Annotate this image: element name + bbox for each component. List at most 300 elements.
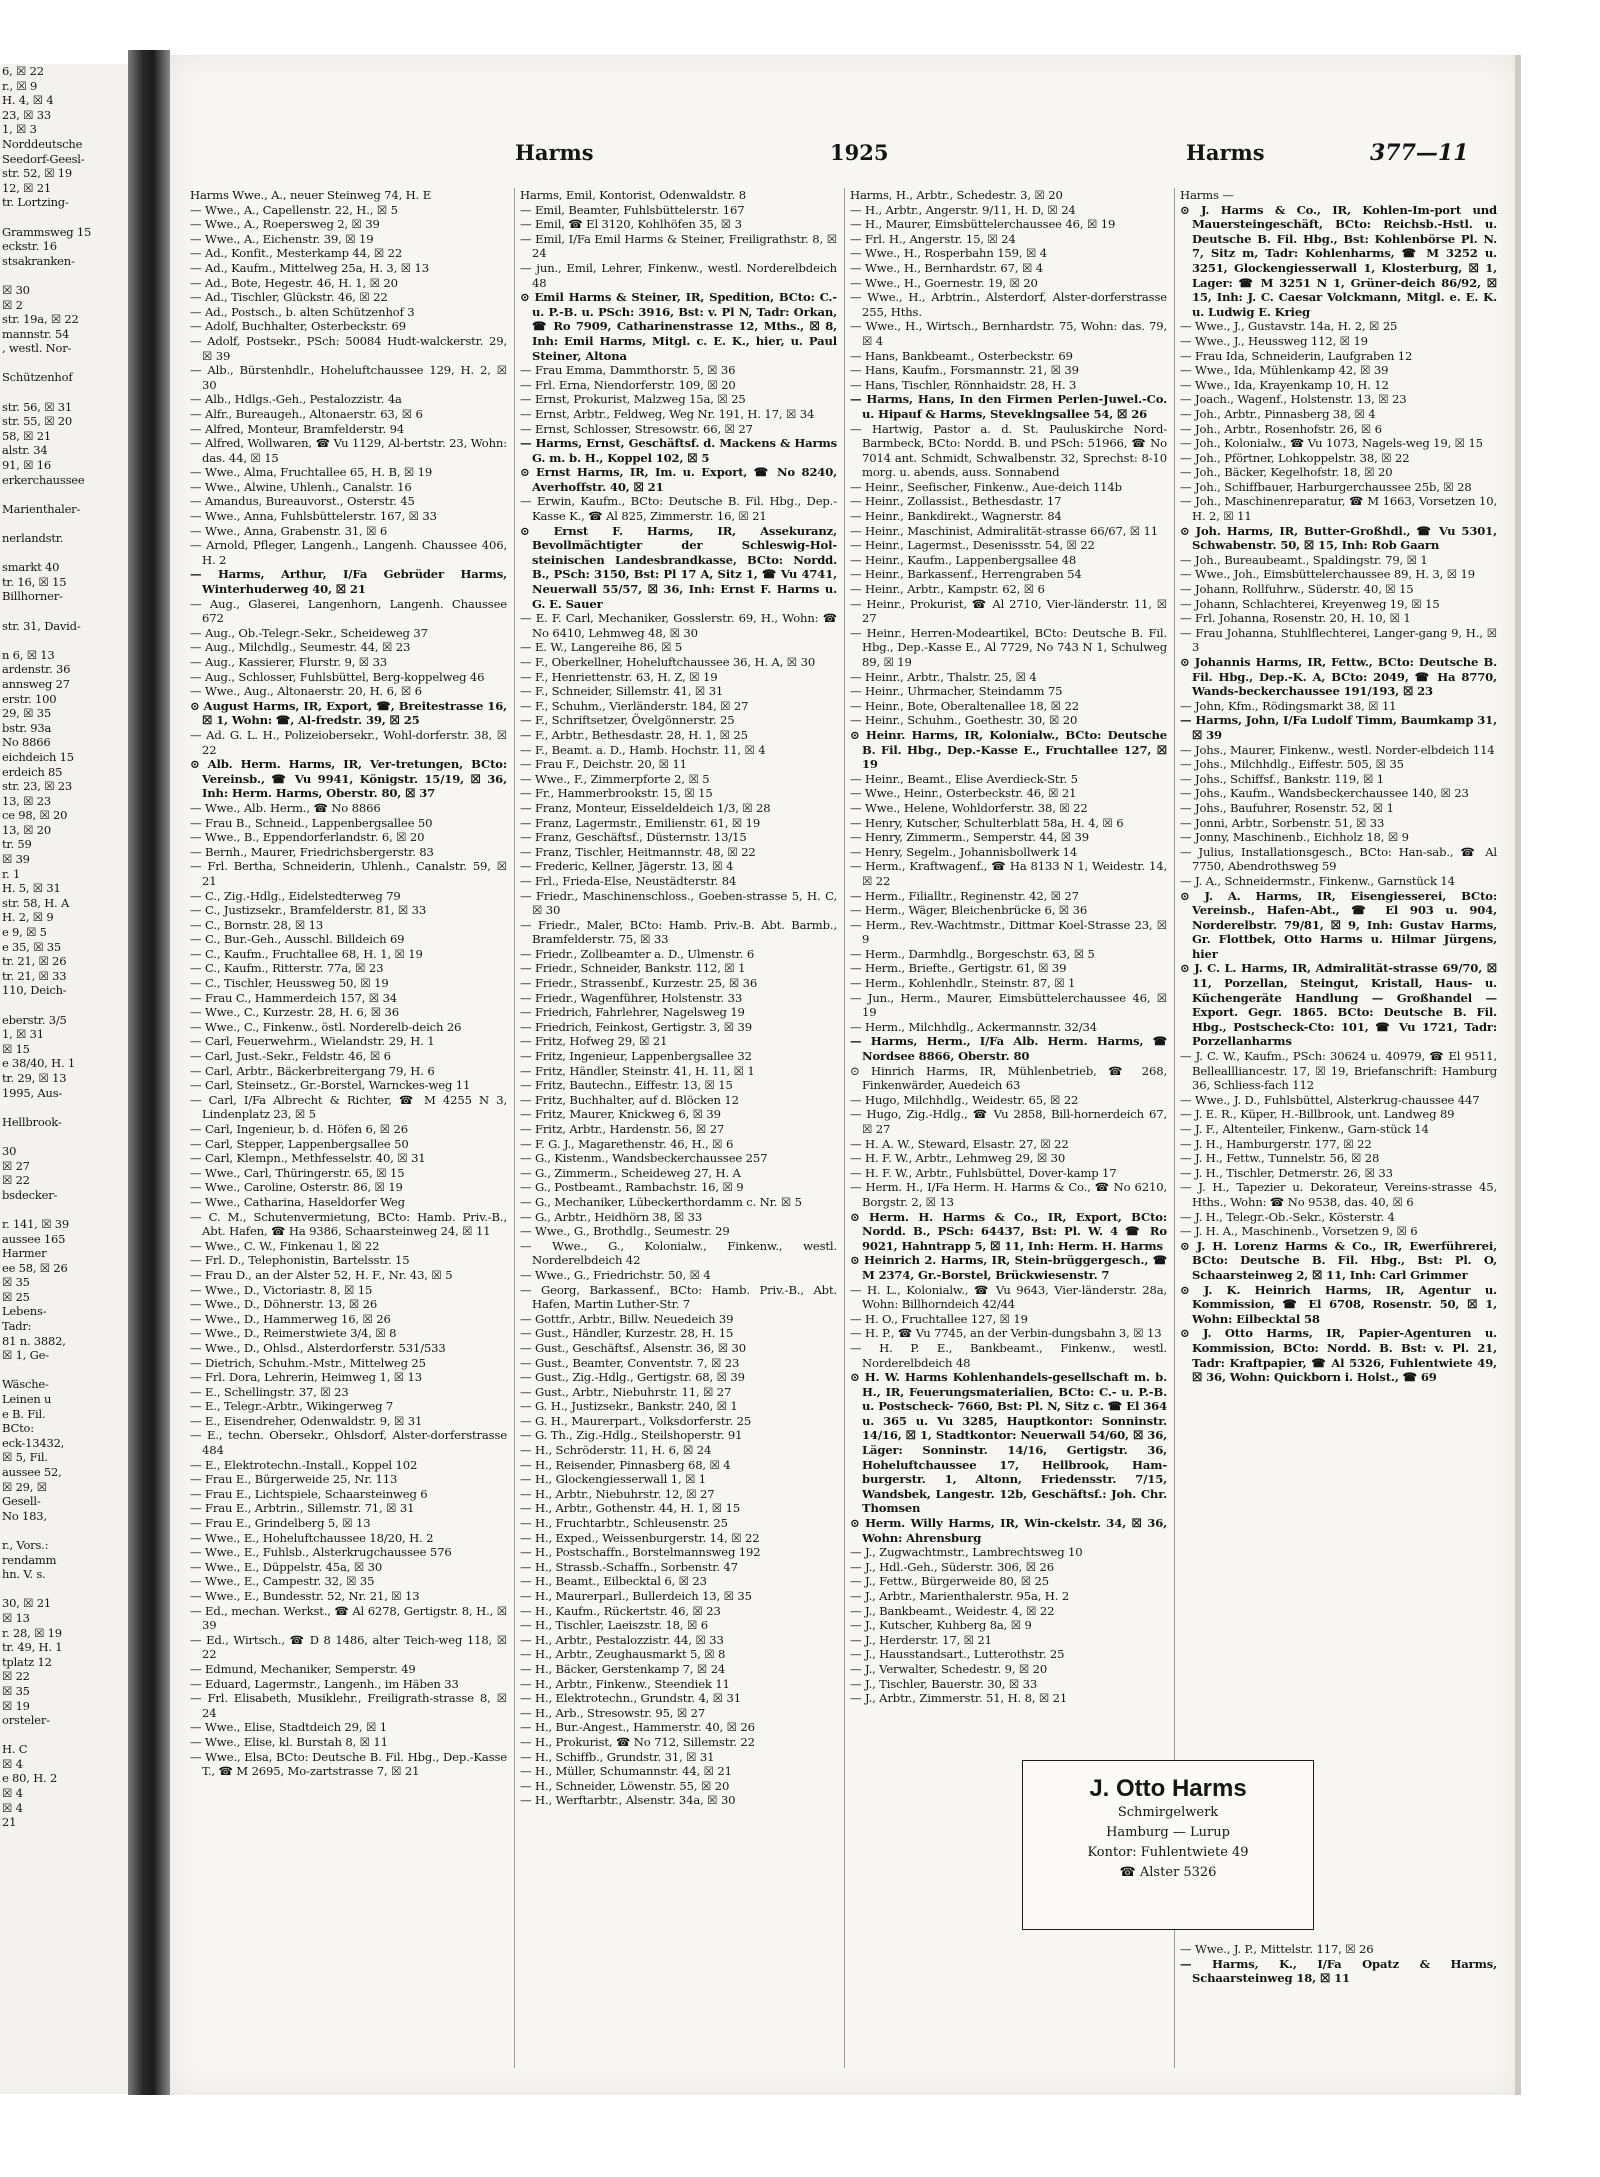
directory-entry: — Ad., Konfit., Mesterkamp 44, ☒ 22 bbox=[190, 246, 403, 261]
fragment-line: Harmer bbox=[2, 1246, 47, 1261]
directory-entry: — G., Mechaniker, Lübeckerthordamm c. Nr. ☒ 5 bbox=[520, 1194, 802, 1209]
directory-entry: — G., Kistenm., Wandsbeckerchaussee 257 bbox=[520, 1151, 768, 1166]
fragment-line: smarkt 40 bbox=[2, 560, 60, 575]
directory-entry: — Herm. H., I/Fa Herm. H. Harms & Co., ☎ No 6210, Borgstr. 2, ☒ 13 bbox=[850, 1180, 1167, 1209]
directory-entry: — Alb., Hdlgs.-Geh., Pestalozzistr. 4a bbox=[190, 392, 402, 407]
directory-entry: — Heinr., Schuhm., Goethestr. 30, ☒ 20 bbox=[850, 713, 1078, 728]
directory-entry: — Fritz, Ingenieur, Lappenbergsallee 32 bbox=[520, 1049, 752, 1064]
directory-entry: — Wwe., D., Victoriastr. 8, ☒ 15 bbox=[190, 1282, 373, 1297]
directory-entry: — Johs., Schiffsf., Bankstr. 119, ☒ 1 bbox=[1180, 771, 1385, 786]
directory-entry: — Wwe., E., Düppelstr. 45a, ☒ 30 bbox=[190, 1559, 383, 1574]
fragment-line: Schützenhof bbox=[2, 370, 73, 385]
directory-entry: — Heinr., Arbtr., Kampstr. 62, ☒ 6 bbox=[850, 582, 1045, 597]
directory-entry: — J., Arbtr., Marienthalerstr. 95a, H. 2 bbox=[850, 1589, 1070, 1603]
fragment-line: r., ☒ 9 bbox=[2, 78, 38, 93]
directory-entry: — Wwe., B., Eppendorferlandstr. 6, ☒ 20 bbox=[190, 830, 425, 845]
directory-entry: — J. H., Telegr.-Ob.-Sekr., Kösterstr. 4 bbox=[1180, 1209, 1395, 1224]
directory-entry: — Frl. Bertha, Schneiderin, Uhlenh., Canalstr. 59, ☒ 21 bbox=[190, 859, 507, 888]
fragment-line: ☒ 1, Ge- bbox=[2, 1348, 49, 1363]
directory-entry: — Carl, Steinsetz., Gr.-Borstel, Warnckes-weg 11 bbox=[190, 1078, 471, 1093]
fragment-line: H. C bbox=[2, 1742, 28, 1757]
fragment-line: aussee 165 bbox=[2, 1231, 66, 1246]
directory-entry: — Wwe., Elise, Stadtdeich 29, ☒ 1 bbox=[190, 1720, 387, 1735]
directory-entry: — H., Maurer, Eimsbüttelerchaussee 46, ☒ 19 bbox=[850, 217, 1116, 232]
directory-entry: — Alfred, Monteur, Bramfelderstr. 94 bbox=[190, 421, 405, 436]
directory-entry: — Herm., Kohlenhdlr., Steinstr. 87, ☒ 1 bbox=[850, 976, 1076, 991]
fragment-line bbox=[0, 516, 128, 531]
directory-entry: — Frau D., an der Alster 52, H. F., Nr. 43, ☒ 5 bbox=[190, 1267, 453, 1282]
directory-entry: — H., Arbtr., Niebuhrstr. 12, ☒ 27 bbox=[520, 1486, 715, 1501]
directory-entry: ⊙ J. A. Harms, IR, Eisengiesserei, BCto: Vereinsb., Hafen-Abt., ☎ El 903 u. 904, Norderelbstr. 79/81, ☒ 9, Inh: Gustav Harms, Gr. Flottbek, Otto Harms u. Hilmar Jürgens, hier bbox=[1180, 888, 1497, 961]
fragment-line: 30, ☒ 21 bbox=[2, 1596, 51, 1611]
directory-entry: — Friedr., Zollbeamter a. D., Ulmenstr. 6 bbox=[520, 946, 755, 961]
fragment-line: Seedorf-Geesl- bbox=[2, 151, 85, 166]
directory-entry: — J., Hausstandsart., Lutterothstr. 25 bbox=[850, 1647, 1065, 1662]
fragment-line: Norddeutsche bbox=[2, 136, 83, 151]
fragment-line: 1, ☒ 31 bbox=[2, 1027, 44, 1042]
directory-entry: — H. F. W., Arbtr., Lehmweg 29, ☒ 30 bbox=[850, 1151, 1066, 1166]
directory-entry: — Wwe., G., Kolonialw., Finkenw., westl. Norderelbdeich 42 bbox=[520, 1238, 837, 1268]
fragment-line bbox=[0, 268, 128, 283]
directory-entry: — Dietrich, Schuhm.-Mstr., Mittelweg 25 bbox=[190, 1355, 426, 1370]
directory-entry: — Ad., Kaufm., Mittelweg 25a, H. 3, ☒ 13 bbox=[190, 260, 429, 275]
directory-entry: — Friedr., Wagenführer, Holstenstr. 33 bbox=[520, 990, 743, 1005]
directory-entry: — Joh., Arbtr., Pinnasberg 38, ☒ 4 bbox=[1180, 406, 1376, 421]
fragment-line: 23, ☒ 33 bbox=[2, 107, 51, 122]
fragment-line: 6, ☒ 22 bbox=[2, 64, 44, 78]
fragment-line: 12, ☒ 21 bbox=[2, 180, 51, 195]
fragment-line: eckstr. 16 bbox=[2, 239, 57, 254]
directory-entry: — Herm., Rev.-Wachtmstr., Dittmar Koel-Strasse 23, ☒ 9 bbox=[850, 917, 1167, 947]
directory-entry: — G. H., Justizsekr., Bankstr. 240, ☒ 1 bbox=[520, 1399, 738, 1414]
directory-entry: — J. C. W., Kaufm., PSch: 30624 u. 40979, ☎ El 9511, Belleallliancestr. 17, ☒ 19, Briefanschrift: Hamburg 36, Schliess-fach 112 bbox=[1180, 1049, 1497, 1093]
directory-entry: ⊙ August Harms, IR, Export, ☎, Breitestrasse 16, ☒ 1, Wohn: ☎, Al-fredstr. 39, ☒ 25 bbox=[190, 698, 507, 728]
directory-entry: — C., Kaufm., Ritterstr. 77a, ☒ 23 bbox=[190, 961, 384, 976]
fragment-line: tr. Lortzing- bbox=[2, 195, 69, 210]
directory-entry: — Henry, Segelm., Johannisbollwerk 14 bbox=[850, 844, 1078, 859]
directory-entry: — J., Verwalter, Schedestr. 9, ☒ 20 bbox=[850, 1661, 1048, 1676]
directory-entry: — F., Oberkellner, Hoheluftchaussee 36, H. A, ☒ 30 bbox=[520, 655, 816, 669]
directory-entry: — H., Werftarbtr., Alsenstr. 34a, ☒ 30 bbox=[520, 1793, 736, 1808]
directory-entry: — Friedr., Schneider, Bankstr. 112, ☒ 1 bbox=[520, 961, 746, 976]
directory-entry: — H., Beamt., Eilbecktal 6, ☒ 23 bbox=[520, 1574, 707, 1589]
directory-entry: — J., Zugwachtmstr., Lambrechtsweg 10 bbox=[850, 1545, 1083, 1560]
ad-line: Kontor: Fuhlentwiete 49 bbox=[1087, 1845, 1249, 1860]
directory-entry: — Emil, I/Fa Emil Harms & Steiner, Freiligrathstr. 8, ☒ 24 bbox=[520, 231, 837, 261]
directory-entry: — Gottfr., Arbtr., Billw. Neuedeich 39 bbox=[520, 1311, 734, 1326]
directory-entry: — Alfr., Bureaugeh., Altonaerstr. 63, ☒ 6 bbox=[190, 406, 423, 421]
fragment-line: 58, ☒ 21 bbox=[2, 428, 51, 443]
fragment-line: annsweg 27 bbox=[2, 676, 70, 691]
directory-entry: — jun., Emil, Lehrer, Finkenw., westl. Norderelbdeich 48 bbox=[520, 260, 837, 290]
directory-entry: — Jonny, Maschinenb., Eichholz 18, ☒ 9 bbox=[1180, 830, 1409, 845]
directory-entry: — Harms, Ernst, Geschäftsf. d. Mackens & Harms G. m. b. H., Koppel 102, ☒ 5 bbox=[520, 436, 837, 465]
directory-entry: — C., Bornstr. 28, ☒ 13 bbox=[190, 917, 324, 932]
directory-entry: — Wwe., Ida, Krayenkamp 10, H. 12 bbox=[1180, 377, 1389, 392]
fragment-line: H. 2, ☒ 9 bbox=[2, 910, 54, 925]
directory-entry: — H., Arbtr., Finkenw., Steendiek 11 bbox=[520, 1676, 730, 1691]
directory-entry: — Herm., Filialltr., Reginenstr. 42, ☒ 27 bbox=[850, 888, 1079, 903]
directory-entry: ⊙ Herm. Willy Harms, IR, Win-ckelstr. 34, ☒ 36, Wohn: Ahrensburg bbox=[850, 1516, 1167, 1545]
fragment-line bbox=[0, 604, 128, 619]
directory-entry: — Joh., Kolonialw., ☎ Vu 1073, Nagels-weg 19, ☒ 15 bbox=[1180, 436, 1483, 451]
directory-entry: — Carl, Just.-Sekr., Feldstr. 46, ☒ 6 bbox=[190, 1049, 391, 1064]
fragment-line: nerlandstr. bbox=[2, 531, 64, 545]
directory-entry: — Frau C., Hammerdeich 157, ☒ 34 bbox=[190, 990, 398, 1005]
fragment-line: 13, ☒ 23 bbox=[2, 793, 51, 808]
directory-entry: — C., Bur.-Geh., Ausschl. Billdeich 69 bbox=[190, 932, 405, 947]
fragment-line bbox=[0, 1728, 128, 1743]
directory-entry: — H. L., Kolonialw., ☎ Vu 9643, Vier-länderstr. 28a, Wohn: Billhorndeich 42/44 bbox=[850, 1282, 1167, 1312]
fragment-line: ee 58, ☒ 26 bbox=[2, 1260, 68, 1275]
directory-entry: — Wwe., C. W., Finkenau 1, ☒ 22 bbox=[190, 1238, 380, 1253]
directory-entry: — Harms, Herm., I/Fa Alb. Herm. Harms, ☎ Nordsee 8866, Oberstr. 80 bbox=[850, 1034, 1167, 1064]
directory-entry: — H., Postschaffn., Borstelmannsweg 192 bbox=[520, 1545, 761, 1560]
directory-entry: — Heinr., Barkassenf., Herrengraben 54 bbox=[850, 567, 1082, 582]
fragment-line: ☒ 35 bbox=[2, 1683, 30, 1698]
directory-entry: — J., Bankbeamt., Weidestr. 4, ☒ 22 bbox=[850, 1603, 1055, 1618]
directory-entry: — H., Fruchtarbtr., Schleusenstr. 25 bbox=[520, 1516, 728, 1531]
directory-entry: — Alb., Bürstenhdlr., Hoheluftchaussee 129, H. 2, ☒ 30 bbox=[190, 363, 507, 392]
directory-entry: — Aug., Glaserei, Langenhorn, Langenh. Chaussee 672 bbox=[190, 596, 507, 626]
ad-line: Schmirgelwerk bbox=[1117, 1805, 1219, 1820]
directory-entry: — Harms, John, I/Fa Ludolf Timm, Baumkamp 31, ☒ 39 bbox=[1180, 713, 1497, 742]
fragment-line: tr. 21, ☒ 33 bbox=[2, 968, 67, 983]
fragment-line bbox=[0, 546, 128, 561]
directory-entry: — Heinr., Lagermst., Desenissstr. 54, ☒ 22 bbox=[850, 538, 1095, 553]
directory-entry: — Wwe., Heinr., Osterbeckstr. 46, ☒ 21 bbox=[850, 786, 1077, 801]
directory-entry: — Ernst, Schlosser, Stresowstr. 66, ☒ 27 bbox=[520, 421, 753, 436]
directory-entry: — Johs., Kaufm., Wandsbeckerchaussee 140, ☒ 23 bbox=[1180, 786, 1469, 801]
fragment-line: ☒ 2 bbox=[2, 297, 23, 312]
directory-entry: — H., Arbtr., Pestalozzistr. 44, ☒ 33 bbox=[520, 1632, 724, 1647]
directory-entry: — Frau B., Schneid., Lappenbergsallee 50 bbox=[190, 815, 433, 830]
fragment-line: tr. 49, H. 1 bbox=[2, 1640, 63, 1655]
directory-entry: — Wwe., Caroline, Osterstr. 86, ☒ 19 bbox=[190, 1180, 403, 1195]
directory-entry: — Frl. Dora, Lehrerin, Heimweg 1, ☒ 13 bbox=[190, 1370, 423, 1385]
column-1 bbox=[190, 188, 507, 2068]
fragment-line: Grammsweg 15 bbox=[2, 224, 92, 239]
fragment-line: n 6, ☒ 13 bbox=[2, 647, 55, 662]
directory-entry: ⊙ Hinrich Harms, IR, Mühlenbetrieb, ☎ 268, Finkenwärder, Auedeich 63 bbox=[850, 1063, 1167, 1093]
directory-entry: — F., Schriftsetzer, Övelgönnerstr. 25 bbox=[520, 713, 735, 728]
directory-entry: — E. F. Carl, Mechaniker, Gosslerstr. 69, H., Wohn: ☎ No 6410, Lehmweg 48, ☒ 30 bbox=[520, 611, 837, 640]
fragment-line: e 38/40, H. 1 bbox=[2, 1056, 75, 1071]
fragment-line: str. 23, ☒ 23 bbox=[2, 779, 73, 794]
directory-entry: — Frau E., Grindelberg 5, ☒ 13 bbox=[190, 1516, 371, 1531]
directory-entry: — J. E. R., Küper, H.-Billbrook, unt. Landweg 89 bbox=[1180, 1107, 1455, 1122]
directory-entry: — E. W., Langereihe 86, ☒ 5 bbox=[520, 640, 683, 655]
directory-entry: ⊙ Alb. Herm. Harms, IR, Ver-tretungen, BCto: Vereinsb., ☎ Vu 9941, Königstr. 15/19, ☒ 36, Inh: Herm. Harms, Oberstr. 80, ☒ 37 bbox=[190, 757, 507, 801]
fragment-line: bsdecker- bbox=[2, 1187, 58, 1202]
directory-entry: — Wwe., E., Bundesstr. 52, Nr. 21, ☒ 13 bbox=[190, 1589, 420, 1603]
directory-entry: — Johs., Maurer, Finkenw., westl. Norder-elbdeich 114 bbox=[1180, 742, 1495, 757]
directory-entry: — Frl. Johanna, Rosenstr. 20, H. 10, ☒ 1 bbox=[1180, 611, 1411, 626]
directory-entry: — H., Bur.-Angest., Hammerstr. 40, ☒ 26 bbox=[520, 1720, 755, 1735]
directory-entry: — Emil, ☎ El 3120, Kohlhöfen 35, ☒ 3 bbox=[520, 217, 742, 232]
fragment-line: ☒ 39 bbox=[2, 852, 30, 867]
directory-entry: — Friedrich, Feinkost, Gertigstr. 3, ☒ 39 bbox=[520, 1019, 752, 1034]
previous-page-fragment bbox=[0, 64, 128, 2094]
directory-entry: — Wwe., Aug., Altonaerstr. 20, H. 6, ☒ 6 bbox=[190, 684, 422, 699]
directory-entry: — J., Hdl.-Geh., Süderstr. 306, ☒ 26 bbox=[850, 1559, 1054, 1574]
directory-entry: — Joh., Pförtner, Lohkoppelstr. 38, ☒ 22 bbox=[1180, 450, 1410, 465]
directory-entry: — Friedr., Maler, BCto: Hamb. Priv.-B. Abt. Barmb., Bramfelderstr. 75, ☒ 33 bbox=[520, 917, 837, 947]
directory-entry: — Wwe., H., Arbtrin., Alsterdorf, Alster-dorferstrasse 255, Hths. bbox=[850, 290, 1167, 319]
directory-entry: — H., Arbtr., Gothenstr. 44, H. 1, ☒ 15 bbox=[520, 1501, 741, 1516]
directory-entry: — Wwe., D., Hammerweg 16, ☒ 26 bbox=[190, 1311, 391, 1326]
directory-entry: — Harms, Arthur, I/Fa Gebrüder Harms, Winterhuderweg 40, ☒ 21 bbox=[190, 567, 507, 597]
directory-entry: — Franz, Monteur, Eisseldeldeich 1/3, ☒ 28 bbox=[520, 800, 771, 815]
fragment-line: No 183, bbox=[2, 1508, 47, 1523]
directory-entry: — Carl, Stepper, Lappenbergsallee 50 bbox=[190, 1136, 409, 1151]
directory-entry: — Wwe., J. P., Mittelstr. 117, ☒ 26 bbox=[1180, 1942, 1374, 1956]
fragment-line: 91, ☒ 16 bbox=[2, 458, 51, 473]
directory-entry: — H., Kaufm., Rückertstr. 46, ☒ 23 bbox=[520, 1603, 721, 1618]
fragment-line bbox=[0, 633, 128, 648]
fragment-line bbox=[0, 356, 128, 371]
fragment-line bbox=[0, 1129, 128, 1144]
directory-entry: ⊙ Emil Harms & Steiner, IR, Spedition, BCto: C.-u. P.-B. u. PSch: 3916, Bst: v. Pl N, Tadr: Orkan, ☎ Ro 7909, Catharinenstrasse 12, Mths., ☒ 8, Inh: Emil Harms, Mitgl. c. E. K., hier, u. Paul Steiner, Altona bbox=[520, 290, 837, 363]
fragment-line: tr. 29, ☒ 13 bbox=[2, 1070, 67, 1085]
directory-entry: — Hugo, Zig.-Hdlg., ☎ Vu 2858, Bill-hornerdeich 67, ☒ 27 bbox=[850, 1107, 1167, 1136]
directory-entry: — Wwe., Anna, Grabenstr. 31, ☒ 6 bbox=[190, 523, 388, 538]
directory-entry: — H. O., Fruchtallee 127, ☒ 19 bbox=[850, 1311, 1028, 1326]
directory-entry: ⊙ J. Harms & Co., IR, Kohlen-Im-port und Mauersteingeschäft, BCto: Reichsb.-Hstl. u. Deutsche B. Fil. Hbg., Bst: Kohlenbörse Pl. N. 7, Sitz m, Tadr: Kohlenharms, ☎ M 3252 u. 3251, Glockengiesserwall 1, Klosterburg, ☒ 1, Lager: ☎ M 3251 N 1, Grüner-deich 86/92, ☒ 15, Inh: J. C. Caesar Volckmann, Mitgl. e. E. K. u. Ludwig E. Krieg bbox=[1180, 202, 1497, 319]
fragment-line: tplatz 12 bbox=[2, 1654, 52, 1669]
directory-entry: — Wwe., H., Rosperbahn 159, ☒ 4 bbox=[850, 246, 1047, 261]
directory-entry: — Emil, Beamter, Fuhlsbüttelerstr. 167 bbox=[520, 202, 745, 217]
directory-entry: — J. H., Tischler, Detmerstr. 26, ☒ 33 bbox=[1180, 1165, 1393, 1180]
directory-entry: — Eduard, Lagermstr., Langenh., im Häben 33 bbox=[190, 1676, 459, 1691]
directory-entry: — J., Fettw., Bürgerweide 80, ☒ 25 bbox=[850, 1574, 1049, 1589]
directory-entry: — G., Postbeamt., Rambachstr. 16, ☒ 9 bbox=[520, 1180, 744, 1195]
directory-entry: — Johs., Milchhdlg., Eiffestr. 505, ☒ 35 bbox=[1180, 757, 1404, 772]
fragment-line: Lebens- bbox=[2, 1304, 47, 1319]
directory-entry: — F., Arbtr., Bethesdastr. 28, H. 1, ☒ 25 bbox=[520, 727, 748, 742]
directory-entry: — Frau E., Arbtrin., Sillemstr. 71, ☒ 31 bbox=[190, 1501, 415, 1516]
fragment-line: Leinen u bbox=[2, 1392, 52, 1407]
fragment-line: ☒ 19 bbox=[2, 1698, 30, 1713]
fragment-line: ☒ 15 bbox=[2, 1041, 30, 1056]
directory-entry: — Arnold, Pfleger, Langenh., Langenh. Chaussee 406, H. 2 bbox=[190, 538, 507, 567]
directory-page bbox=[170, 55, 1521, 2095]
directory-entry: — Wwe., Ida, Mühlenkamp 42, ☒ 39 bbox=[1180, 363, 1389, 378]
ad-firm-name: J. Otto Harms bbox=[1089, 1775, 1247, 1802]
directory-entry: — F., Schuhm., Vierländerstr. 184, ☒ 27 bbox=[520, 698, 749, 713]
directory-entry: — Wwe., Helene, Wohldorferstr. 38, ☒ 22 bbox=[850, 800, 1088, 815]
fragment-line: mannstr. 54 bbox=[2, 326, 70, 341]
directory-entry: — H. A. W., Steward, Elsastr. 27, ☒ 22 bbox=[850, 1136, 1069, 1151]
directory-entry: — Franz, Tischler, Heitmannstr. 48, ☒ 22 bbox=[520, 844, 756, 859]
directory-entry: — Heinr., Kaufm., Lappenbergsallee 48 bbox=[850, 552, 1077, 567]
directory-entry: — Heinr., Bankdirekt., Wagnerstr. 84 bbox=[850, 509, 1062, 524]
fragment-line: BCto: bbox=[2, 1421, 34, 1436]
column-rule bbox=[844, 188, 845, 2068]
directory-entry: — F. G. J., Magarethenstr. 46, H., ☒ 6 bbox=[520, 1136, 734, 1151]
directory-entry: — Fr., Hammerbrookstr. 15, ☒ 15 bbox=[520, 786, 713, 801]
directory-entry: — Ernst, Arbtr., Feldweg, Weg Nr. 191, H. 17, ☒ 34 bbox=[520, 406, 815, 421]
header-year: 1925 bbox=[830, 140, 889, 165]
directory-entry: — Wwe., Joh., Eimsbüttelerchaussee 89, H. 3, ☒ 19 bbox=[1180, 567, 1475, 582]
directory-entry: — Hans, Tischler, Rönnhaidstr. 28, H. 3 bbox=[850, 377, 1077, 392]
directory-entry: — Joach., Wagenf., Holstenstr. 13, ☒ 23 bbox=[1180, 392, 1407, 407]
directory-entry: — Joh., Schiffbauer, Harburgerchaussee 25b, ☒ 28 bbox=[1180, 479, 1472, 494]
directory-entry: — G., Zimmerm., Scheideweg 27, H. A bbox=[520, 1165, 741, 1180]
directory-entry: — Frau Ida, Schneiderin, Laufgraben 12 bbox=[1180, 348, 1413, 363]
fragment-line: ce 98, ☒ 20 bbox=[2, 808, 68, 823]
fragment-line bbox=[0, 487, 128, 502]
directory-entry: — Franz, Geschäftsf., Düsternstr. 13/15 bbox=[520, 830, 747, 845]
advertisement-box bbox=[1022, 1760, 1314, 1930]
fragment-line: 21 bbox=[2, 1815, 17, 1830]
fragment-line: ☒ 4 bbox=[2, 1800, 23, 1815]
directory-entry: — H., Exped., Weissenburgerstr. 14, ☒ 22 bbox=[520, 1530, 760, 1545]
fragment-line: Hellbrook- bbox=[2, 1114, 62, 1129]
fragment-line: orsteler- bbox=[2, 1713, 50, 1728]
fragment-line: ☒ 5, Fil. bbox=[2, 1450, 48, 1465]
directory-entry: — Gust., Geschäftsf., Alsenstr. 36, ☒ 30 bbox=[520, 1340, 747, 1355]
directory-entry: — Wwe., C., Kurzestr. 28, H. 6, ☒ 36 bbox=[190, 1005, 399, 1020]
header-right-title: Harms bbox=[1186, 140, 1265, 165]
directory-entry: — Heinr., Uhrmacher, Steindamm 75 bbox=[850, 684, 1063, 699]
directory-entry: — Harms, Hans, In den Firmen Perlen-Juwel.-Co. u. Hipauf & Harms, Steveklngsallee 54, ☒ 26 bbox=[850, 392, 1167, 421]
fragment-line: ☒ 29, ☒ bbox=[2, 1479, 47, 1494]
directory-entry: — Johann, Rollfuhrw., Süderstr. 40, ☒ 15 bbox=[1180, 582, 1414, 597]
directory-entry: — H. P., ☎ Vu 7745, an der Verbin-dungsbahn 3, ☒ 13 bbox=[850, 1326, 1162, 1341]
directory-entry: — Friedr., Strassenbf., Kurzestr. 25, ☒ 36 bbox=[520, 976, 758, 991]
directory-entry: — C., Zig.-Hdlg., Eidelstedterweg 79 bbox=[190, 888, 401, 903]
fragment-line bbox=[0, 1100, 128, 1115]
directory-entry: — Heinr., Beamt., Elise Averdieck-Str. 5 bbox=[850, 771, 1078, 786]
directory-entry: — Wwe., C., Finkenw., östl. Norderelb-deich 26 bbox=[190, 1019, 462, 1034]
fragment-line: tr. 59 bbox=[2, 837, 32, 852]
fragment-line: e B. Fil. bbox=[2, 1406, 46, 1421]
directory-entry: — Wwe., Alwine, Uhlenh., Canalstr. 16 bbox=[190, 479, 412, 494]
directory-entry: — Bernh., Maurer, Friedrichsbergerstr. 83 bbox=[190, 844, 434, 859]
fragment-line: Gesell- bbox=[2, 1494, 41, 1509]
directory-entry: ⊙ Ernst Harms, IR, Im. u. Export, ☎ No 8240, Averhoffstr. 40, ☒ 21 bbox=[520, 465, 837, 494]
directory-entry: — Carl, Klempn., Methfesselstr. 40, ☒ 31 bbox=[190, 1151, 426, 1166]
book-gutter bbox=[128, 50, 170, 2095]
directory-entry: — Carl, Feuerwehrm., Wielandstr. 29, H. 1 bbox=[190, 1034, 435, 1049]
fragment-line: 13, ☒ 20 bbox=[2, 822, 51, 837]
fragment-line: H. 4, ☒ 4 bbox=[2, 93, 54, 108]
fragment-line: erdeich 85 bbox=[2, 764, 63, 779]
directory-entry: — Frau Emma, Dammthorstr. 5, ☒ 36 bbox=[520, 363, 736, 378]
directory-entry: ⊙ Johannis Harms, IR, Fettw., BCto: Deutsche B. Fil. Hbg., Dep.-K. A, BCto: 2049, ☎ Ha 8770, Wands-beckerchaussee 191/193, ☒ 23 bbox=[1180, 655, 1497, 699]
directory-entry: — Wwe., F., Zimmerpforte 2, ☒ 5 bbox=[520, 771, 710, 786]
directory-entry: — Johann, Schlachterei, Kreyenweg 19, ☒ 15 bbox=[1180, 596, 1440, 611]
fragment-line: ☒ 13 bbox=[2, 1610, 30, 1625]
fragment-line: tr. 16, ☒ 15 bbox=[2, 574, 67, 589]
fragment-line: tr. 21, ☒ 26 bbox=[2, 954, 67, 969]
fragment-line: 1995, Aus- bbox=[2, 1085, 63, 1100]
directory-entry: — G. H., Maurerpart., Volksdorferstr. 25 bbox=[520, 1413, 752, 1428]
directory-entry: — Fritz, Arbtr., Hardenstr. 56, ☒ 27 bbox=[520, 1122, 725, 1136]
fragment-line bbox=[0, 1582, 128, 1597]
directory-entry: — Ad., Tischler, Glückstr. 46, ☒ 22 bbox=[190, 290, 388, 305]
fragment-line bbox=[0, 998, 128, 1013]
fragment-line bbox=[0, 1363, 128, 1378]
fragment-line: str. 58, H. A bbox=[2, 895, 70, 910]
directory-entry: — Wwe., A., Eichenstr. 39, ☒ 19 bbox=[190, 231, 374, 246]
directory-entry: — G., Arbtr., Heidhörn 38, ☒ 33 bbox=[520, 1209, 703, 1224]
fragment-line: ☒ 35 bbox=[2, 1275, 30, 1290]
directory-entry: — Frl. Erna, Niendorferstr. 109, ☒ 20 bbox=[520, 377, 736, 392]
fragment-line: ☒ 25 bbox=[2, 1289, 30, 1304]
directory-entry: — Wwe., D., Döhnerstr. 13, ☒ 26 bbox=[190, 1297, 378, 1312]
fragment-line: str. 52, ☒ 19 bbox=[2, 166, 73, 181]
directory-entry: — Ed., mechan. Werkst., ☎ Al 6278, Gertigstr. 8, H., ☒ 39 bbox=[190, 1603, 507, 1633]
directory-entry: Harms, H., Arbtr., Schedestr. 3, ☒ 20 bbox=[850, 188, 1063, 202]
fragment-line: ☒ 4 bbox=[2, 1756, 23, 1771]
fragment-line: stsakranken- bbox=[2, 253, 75, 268]
directory-entry: Harms Wwe., A., neuer Steinweg 74, H. E bbox=[190, 188, 432, 202]
directory-entry: — H., Arbtr., Zeughausmarkt 5, ☒ 8 bbox=[520, 1647, 726, 1662]
directory-entry: — Ernst, Prokurist, Malzweg 15a, ☒ 25 bbox=[520, 392, 746, 407]
column-4-tail bbox=[1180, 1942, 1497, 1986]
directory-entry: — C., Tischler, Heussweg 50, ☒ 19 bbox=[190, 976, 389, 991]
directory-entry: — J., Kutscher, Kuhberg 8a, ☒ 9 bbox=[850, 1618, 1032, 1633]
fragment-line bbox=[0, 385, 128, 400]
directory-entry: — Frau E., Lichtspiele, Schaarsteinweg 6 bbox=[190, 1486, 428, 1501]
directory-entry: — Henry, Kutscher, Schulterblatt 58a, H. 4, ☒ 6 bbox=[850, 815, 1124, 830]
directory-entry: — Jonni, Arbtr., Sorbenstr. 51, ☒ 33 bbox=[1180, 815, 1385, 830]
fragment-line: H. 5, ☒ 31 bbox=[2, 881, 61, 896]
directory-entry: ⊙ J. Otto Harms, IR, Papier-Agenturen u. Kommission, BCto: Nordd. B. Bst: v. Pl. 21, Tadr: Kraftpapier, ☎ Al 5326, Fuhlentwiete 49, ☒ 36, Wohn: Quickborn i. Holst., ☎ 69 bbox=[1180, 1326, 1497, 1385]
directory-entry: — Heinr., Herren-Modeartikel, BCto: Deutsche B. Fil. Hbg., Dep.-Kasse E., Al 7729, No 743 N 1, Schulweg 89, ☒ 19 bbox=[850, 625, 1167, 669]
directory-entry: — Frau E., Bürgerweide 25, Nr. 113 bbox=[190, 1472, 398, 1487]
directory-entry: — J. H. A., Maschinenb., Vorsetzen 9, ☒ 6 bbox=[1180, 1224, 1418, 1239]
ad-line: Hamburg — Lurup bbox=[1106, 1825, 1230, 1840]
directory-entry: — Aug., Ob.-Telegr.-Sekr., Scheideweg 37 bbox=[190, 625, 428, 640]
running-head bbox=[170, 140, 1515, 180]
fragment-line bbox=[0, 210, 128, 225]
directory-entry: — J. H., Tapezier u. Dekorateur, Vereins-strasse 45, Hths., Wohn: ☎ No 9538, das. 40, ☒ 6 bbox=[1180, 1180, 1497, 1209]
directory-entry: — Frau Johanna, Stuhlflechterei, Langer-gang 9, H., ☒ 3 bbox=[1180, 625, 1497, 655]
ad-line: ☎ Alster 5326 bbox=[1119, 1865, 1217, 1880]
directory-entry: — F., Schneider, Sillemstr. 41, ☒ 31 bbox=[520, 684, 724, 699]
directory-entry: — E., Schellingstr. 37, ☒ 23 bbox=[190, 1384, 349, 1399]
directory-entry: — Wwe., E., Hoheluftchaussee 18/20, H. 2 bbox=[190, 1530, 434, 1545]
directory-entry: — Fritz, Bautechn., Eiffestr. 13, ☒ 15 bbox=[520, 1078, 733, 1093]
directory-entry: ⊙ Heinr. Harms, IR, Kolonialw., BCto: Deutsche B. Fil. Hbg., Dep.-Kasse E., Fruchtallee 127, ☒ 19 bbox=[850, 727, 1167, 772]
directory-entry: — Herm., Kraftwagenf., ☎ Ha 8133 N 1, Weidestr. 14, ☒ 22 bbox=[850, 859, 1167, 888]
directory-entry: — H., Schiffb., Grundstr. 31, ☒ 31 bbox=[520, 1749, 715, 1764]
directory-entry: — Gust., Zig.-Hdlg., Gertigstr. 68, ☒ 39 bbox=[520, 1370, 745, 1385]
directory-entry: — Fritz, Hofweg 29, ☒ 21 bbox=[520, 1034, 668, 1049]
fragment-line: r. 28, ☒ 19 bbox=[2, 1625, 62, 1640]
directory-entry: — Wwe., D., Ohlsd., Alsterdorferstr. 531/533 bbox=[190, 1340, 446, 1355]
fragment-line: erstr. 100 bbox=[2, 691, 57, 706]
directory-entry: — Joh., Maschinenreparatur, ☎ M 1663, Vorsetzen 10, H. 2, ☒ 11 bbox=[1180, 494, 1497, 524]
fragment-line: bstr. 93a bbox=[2, 720, 52, 735]
directory-entry: — Wwe., G., Friedrichstr. 50, ☒ 4 bbox=[520, 1267, 711, 1282]
directory-entry: — Carl, Arbtr., Bäckerbreitergang 79, H. 6 bbox=[190, 1063, 435, 1078]
fragment-line: ardenstr. 36 bbox=[2, 662, 71, 677]
directory-entry: — C., Kaufm., Fruchtallee 68, H. 1, ☒ 19 bbox=[190, 946, 423, 961]
directory-entry: — E., Eisendreher, Odenwaldstr. 9, ☒ 31 bbox=[190, 1413, 423, 1428]
directory-entry: — Heinr., Prokurist, ☎ Al 2710, Vier-länderstr. 11, ☒ 27 bbox=[850, 596, 1167, 626]
directory-entry: — E., techn. Obersekr., Ohlsdorf, Alster-dorferstrasse 484 bbox=[190, 1428, 507, 1458]
directory-entry: — J., Arbtr., Zimmerstr. 51, H. 8, ☒ 21 bbox=[850, 1691, 1068, 1706]
fragment-line: e 9, ☒ 5 bbox=[2, 925, 47, 940]
directory-entry: — Aug., Kassierer, Flurstr. 9, ☒ 33 bbox=[190, 655, 388, 669]
directory-entry: — Gust., Händler, Kurzestr. 28, H. 15 bbox=[520, 1326, 734, 1341]
fragment-line: r., Vors.: bbox=[2, 1537, 49, 1552]
directory-entry: — Hans, Bankbeamt., Osterbeckstr. 69 bbox=[850, 348, 1073, 363]
